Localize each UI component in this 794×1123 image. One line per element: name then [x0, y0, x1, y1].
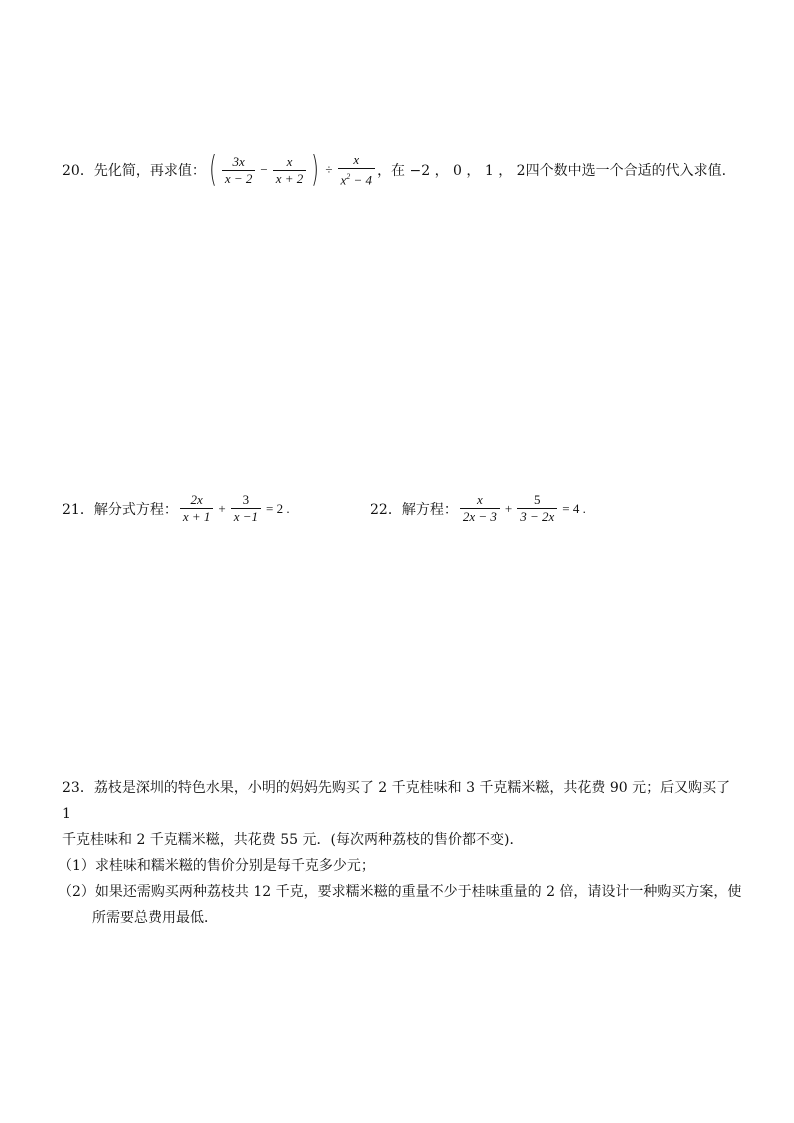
q22-fraction-2 [517, 493, 557, 524]
q21-prefix: 21．解分式方程： [62, 501, 178, 518]
q22-prefix: 22．解方程： [370, 501, 458, 518]
q20-prefix: 20．先化简，再求值： [62, 163, 206, 179]
q22-fraction-1 [460, 493, 500, 524]
fraction-numerator: 3x [232, 153, 245, 169]
question-21 [62, 493, 293, 524]
q20-paren-group [206, 149, 323, 190]
right-paren: ) [311, 149, 320, 190]
q20-fraction-1 [222, 155, 256, 186]
fraction-denominator: 3 − 2x [517, 508, 557, 524]
left-paren: ( [208, 149, 217, 190]
fraction-denominator: x + 2 [273, 170, 307, 186]
q23-line-2: 千克桂味和 2 千克糯米糍，共花费 55 元．(每次两种荔枝的售价都不变)． [62, 832, 524, 848]
q23-subquestion-1: （1）求桂味和糯米糍的售价分别是每千克多少元； [58, 858, 375, 874]
fraction-denominator: x −1 [231, 508, 261, 524]
fraction-numerator: x [476, 492, 483, 507]
minus-sign: − [260, 162, 268, 177]
q20-fraction-3 [338, 153, 376, 187]
question-20 [62, 149, 727, 190]
fraction-numerator: x [353, 151, 360, 167]
q23-subquestion-2-line-1: （2）如果还需购买两种荔枝共 12 千克，要求糯米糍的重量不少于桂味重量的 2 倍，请设计一种购买方案，使 [58, 884, 742, 900]
fraction-denominator: $x^2 - 4$ [338, 168, 376, 187]
fraction-numerator: 2x [190, 492, 203, 507]
q20-fraction-2 [273, 155, 307, 186]
fraction-numerator: 5 [533, 492, 541, 507]
q21-fraction-1 [180, 493, 214, 524]
fraction-denominator: x − 2 [222, 170, 256, 186]
q21-suffix: = 2 . [266, 500, 290, 516]
question-22 [370, 493, 589, 524]
fraction-numerator: x [286, 153, 293, 169]
question-23 [58, 775, 742, 931]
plus-sign: + [504, 500, 513, 516]
q20-suffix: ，在 −2 ， 0 ， 1 ， 2四个数中选一个合适的代入求值. [377, 163, 727, 179]
q23-subquestion-2-line-2: 所需要总费用最低． [92, 910, 218, 926]
q22-suffix: = 4 . [562, 500, 586, 516]
q21-fraction-2 [231, 493, 261, 524]
fraction-denominator: x + 1 [180, 508, 214, 524]
q23-line-1: 23．荔枝是深圳的特色水果，小明的妈妈先购买了 2 千克桂味和 3 千克糯米糍，共花费 90 元；后又购买了 1 [62, 780, 731, 822]
divide-sign: ÷ [325, 162, 333, 177]
fraction-numerator: 3 [242, 492, 250, 507]
plus-sign: + [218, 500, 226, 516]
fraction-denominator: 2x − 3 [460, 508, 500, 524]
